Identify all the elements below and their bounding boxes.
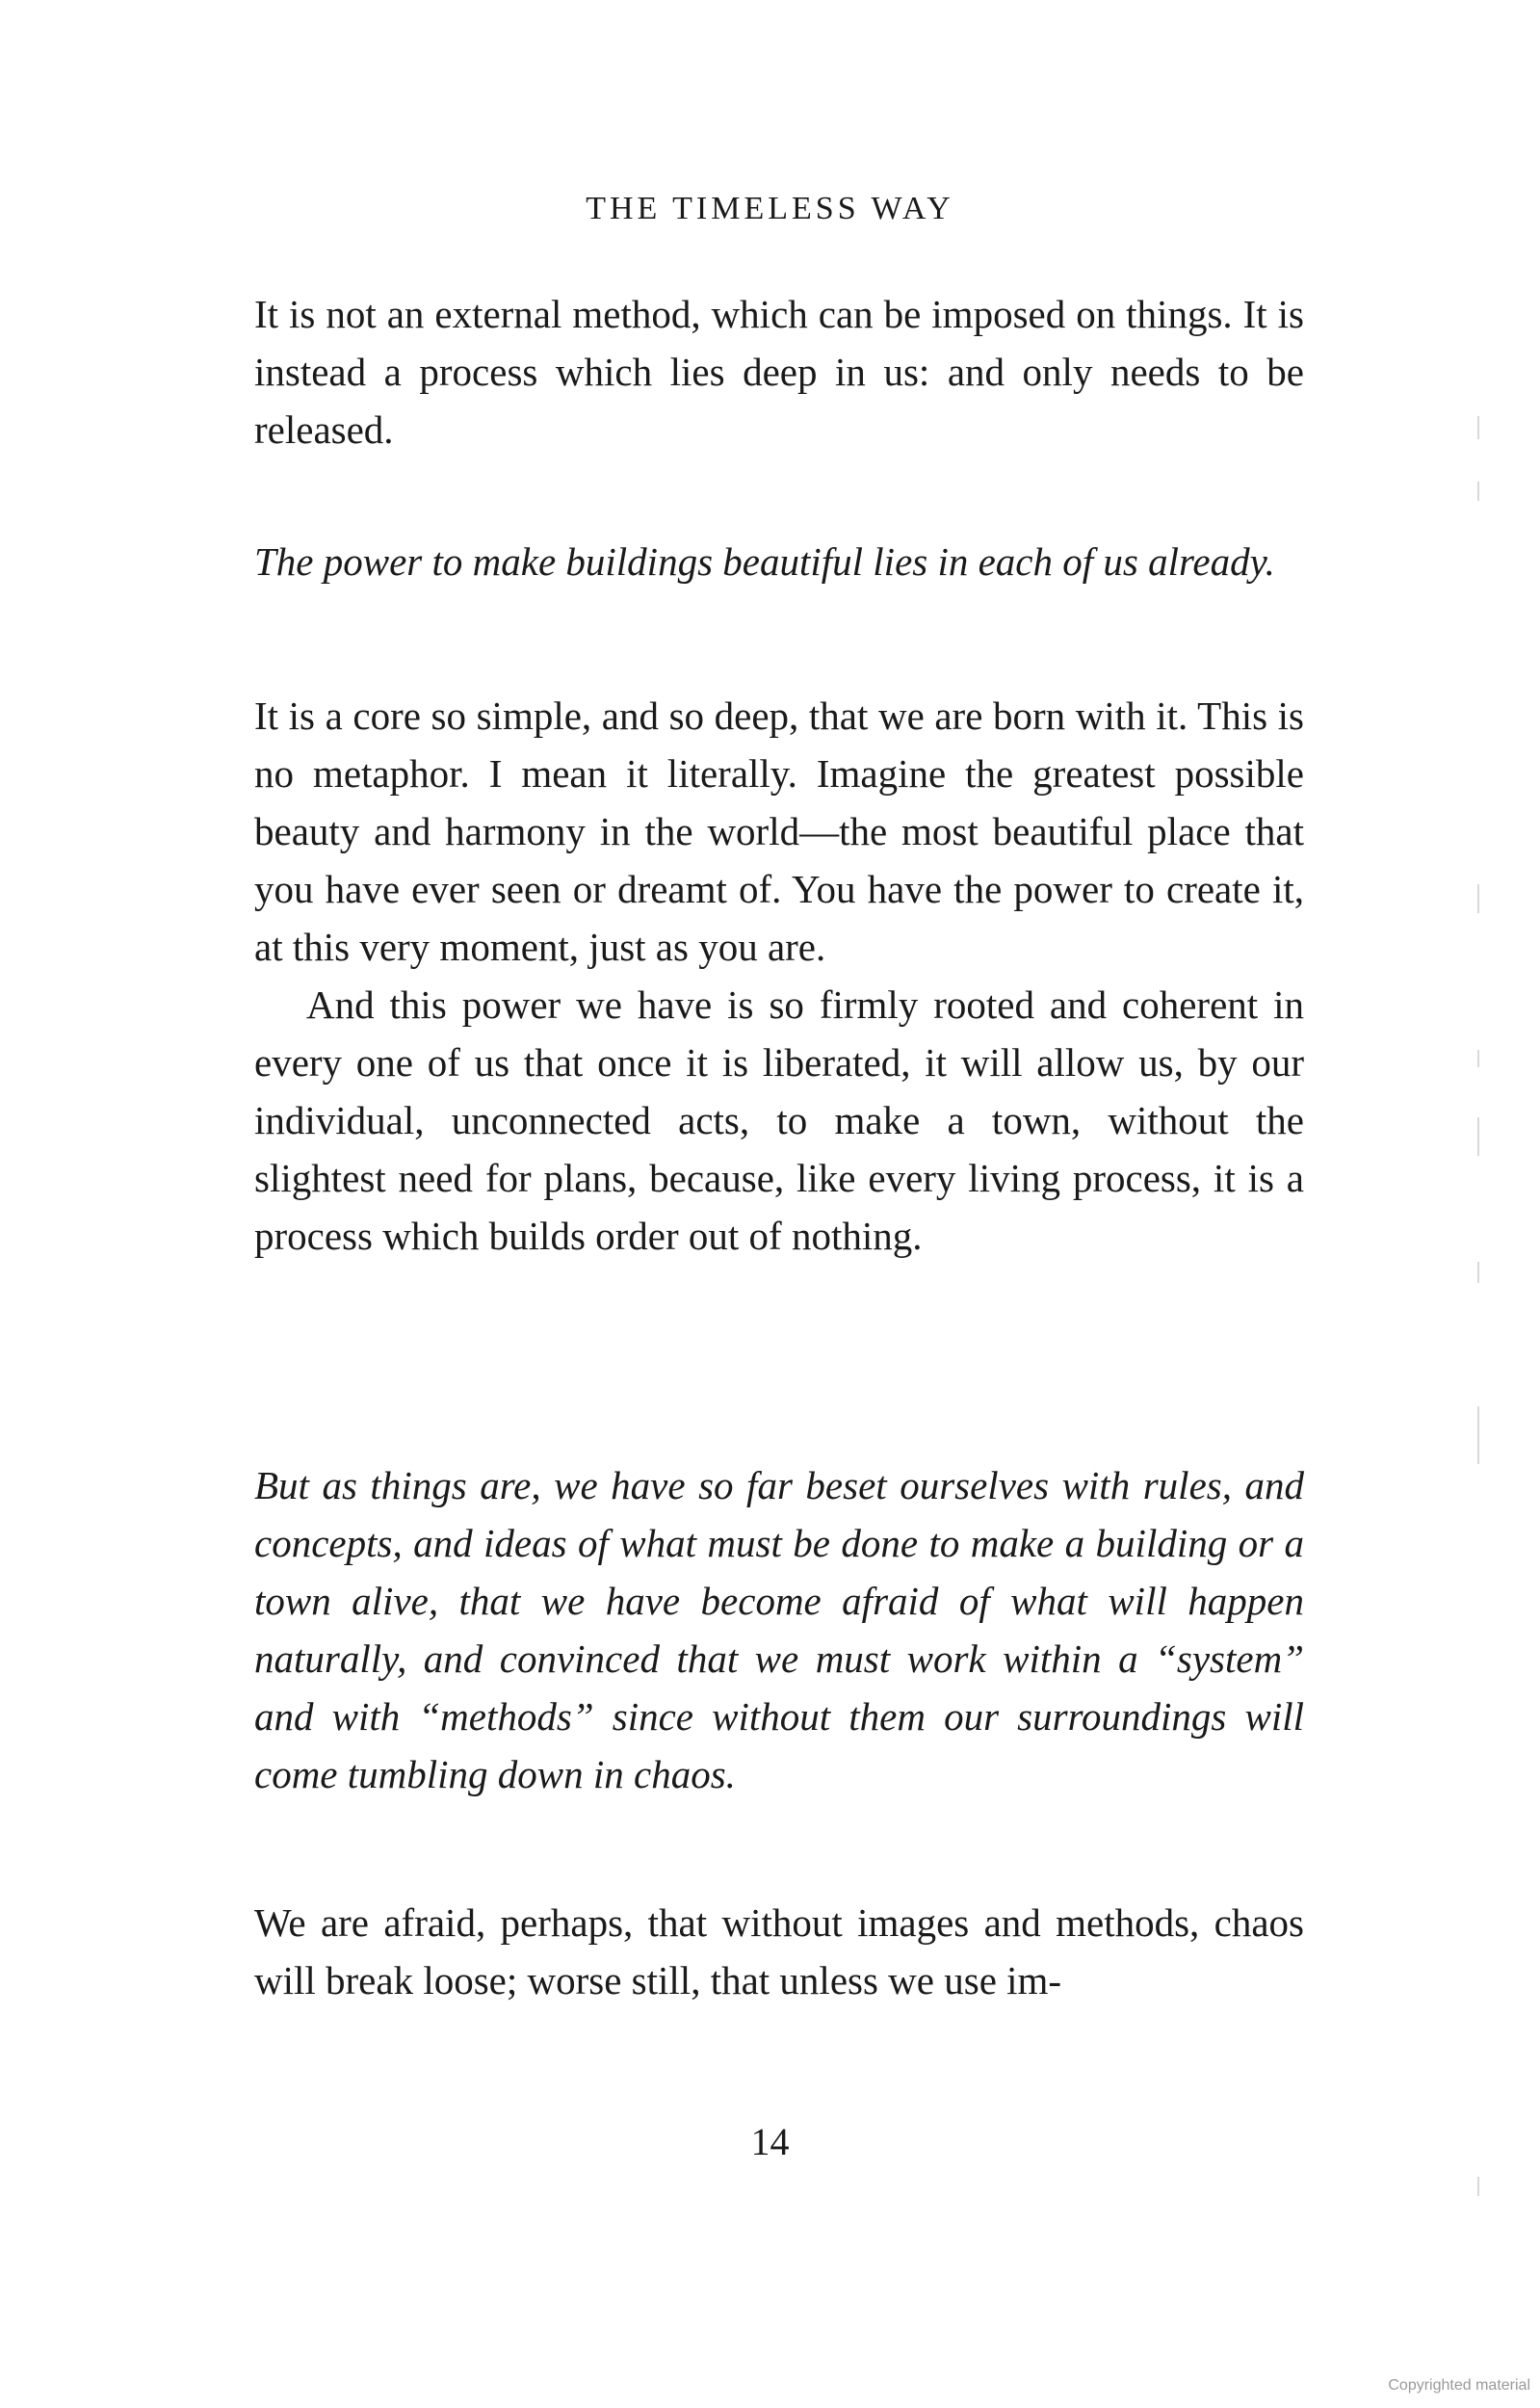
paragraph-4: We are afraid, perhaps, that without images and methods, chaos will break loose; worse still, that unless we use im-	[254, 1900, 1304, 2002]
paragraph-4-block	[254, 1894, 1304, 2009]
paragraph-2-block	[254, 687, 1304, 1265]
paragraph-3: And this power we have is so firmly rooted and coherent in every one of us that once it is liberated, it will allow us, by our individual, unconnected acts, to make a town, without the slightest need for plans, because, like every living process, it is a process which builds order out of nothing.	[254, 982, 1304, 1258]
margin-scan-mark	[1477, 482, 1479, 501]
italic-heading-1: The power to make buildings beautiful lies in each of us already.	[254, 539, 1275, 584]
page-number: 14	[750, 2120, 790, 2163]
italic-heading-2: But as things are, we have so far beset ourselves with rules, and concepts, and ideas of what must be done to make a building or a town alive, that we have become afraid of what will happen naturally, and convinced that we must work within a “system” and with “methods” since without them our surroundings will come tumbling down in chaos.	[254, 1463, 1304, 1796]
italic-heading-1-block	[254, 533, 1304, 590]
margin-scan-mark	[1477, 1406, 1479, 1464]
paragraph-1-block	[254, 285, 1304, 458]
margin-scan-mark	[1477, 1117, 1479, 1156]
copyright-notice: Copyrighted material	[1388, 2377, 1530, 2394]
italic-heading-2-block	[254, 1456, 1304, 1803]
running-head: THE TIMELESS WAY	[586, 191, 954, 226]
margin-scan-mark	[1477, 416, 1479, 439]
margin-scan-mark	[1477, 1050, 1479, 1067]
margin-scan-mark	[1477, 884, 1479, 913]
paragraph-2: It is a core so simple, and so deep, that we are born with it. This is no metaphor. I mean it literally. Imagine the greatest possible beauty and harmony in the world—the most beautiful place that you have ever seen or dreamt of. You have the power to create it, at this very moment, just as you are.	[254, 694, 1304, 969]
margin-scan-mark	[1477, 2177, 1479, 2196]
margin-scan-mark	[1477, 1262, 1479, 1283]
paragraph-1: It is not an external method, which can be imposed on things. It is instead a process which lies deep in us: and only needs to be released.	[254, 292, 1304, 452]
